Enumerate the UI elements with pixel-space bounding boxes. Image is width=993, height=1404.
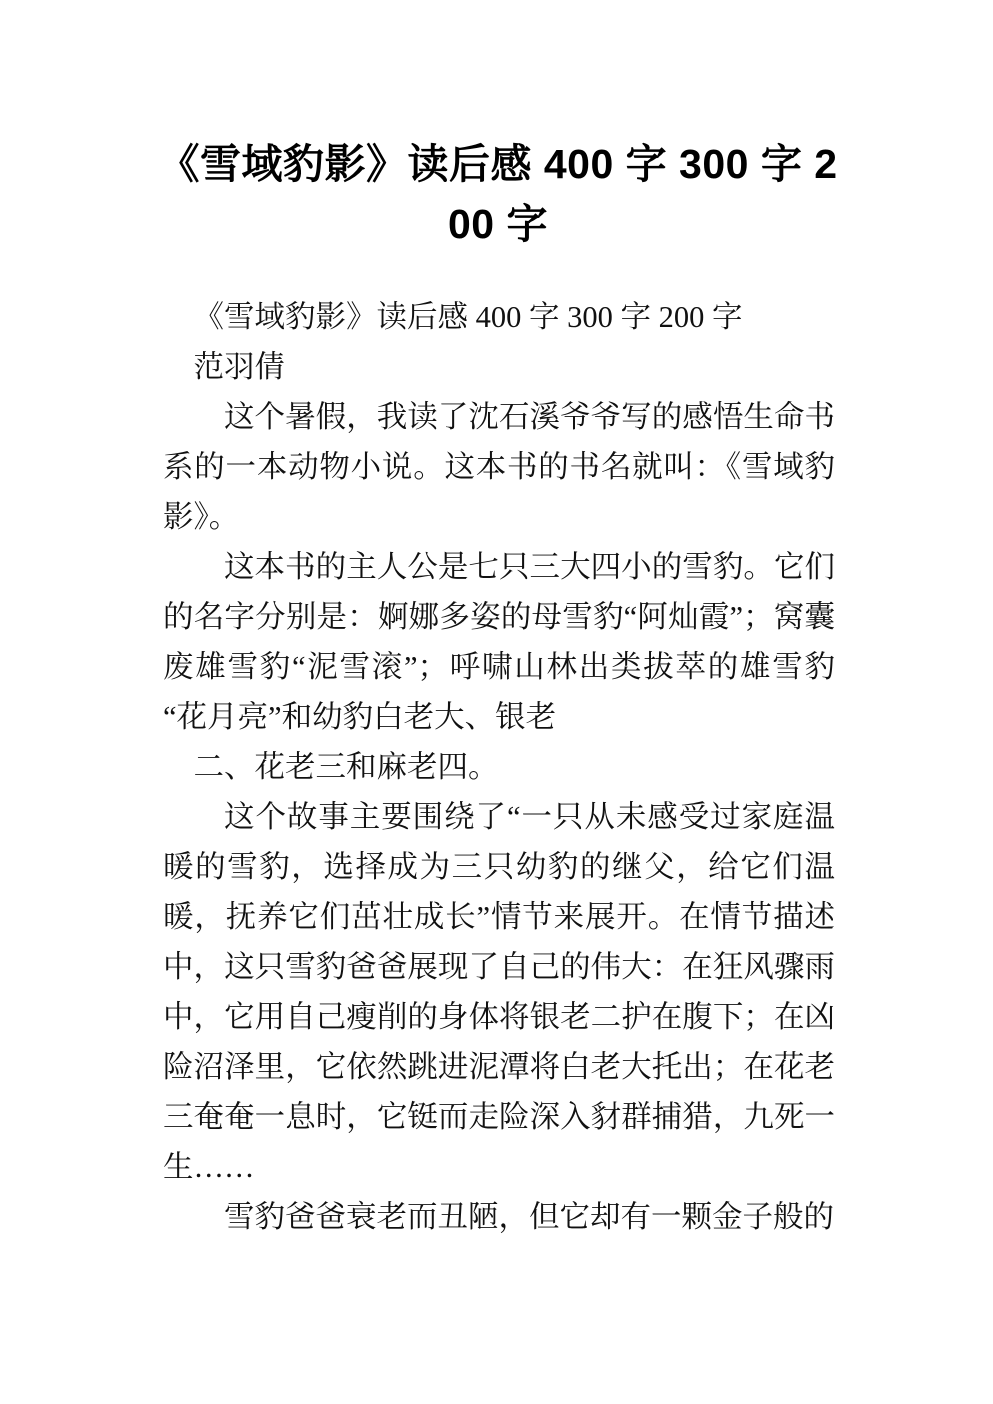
paragraph-3: 二、花老三和麻老四。: [193, 750, 499, 784]
page-title: 《雪域豹影》读后感 400 字 300 字 200 字: [158, 141, 838, 247]
paragraph-heading-line: 《雪域豹影》读后感 400 字 300 字 200 字: [193, 300, 743, 334]
paragraph-2: 这本书的主人公是七只三大四小的雪豹。它们的名字分别是：婀娜多姿的母雪豹“阿灿霞”；窝囊废雄雪豹“泥雪滚”；呼啸山林出类拔萃的雄雪豹“花月亮”和幼豹白老大、银老: [163, 550, 835, 734]
paragraph-byline: 范羽倩: [193, 350, 285, 384]
paragraph-4: 这个故事主要围绕了“一只从未感受过家庭温暖的雪豹，选择成为三只幼豹的继父，给它们温暖，抚养它们茁壮成长”情节来展开。在情节描述中，这只雪豹爸爸展现了自己的伟大：在狂风骤雨中，它用自己瘦削的身体将银老二护在腹下；在凶险沼泽里，它依然跳进泥潭将白老大托出；在花老三奄奄一息时，它铤而走险深入豺群捕猎，九死一生……: [163, 800, 835, 1184]
document-body: [163, 292, 835, 1242]
paragraph-1: 这个暑假，我读了沈石溪爷爷写的感悟生命书系的一本动物小说。这本书的书名就叫：《雪域豹影》。: [163, 400, 835, 534]
paragraph-5: 雪豹爸爸衰老而丑陋，但它却有一颗金子般的: [224, 1200, 834, 1234]
